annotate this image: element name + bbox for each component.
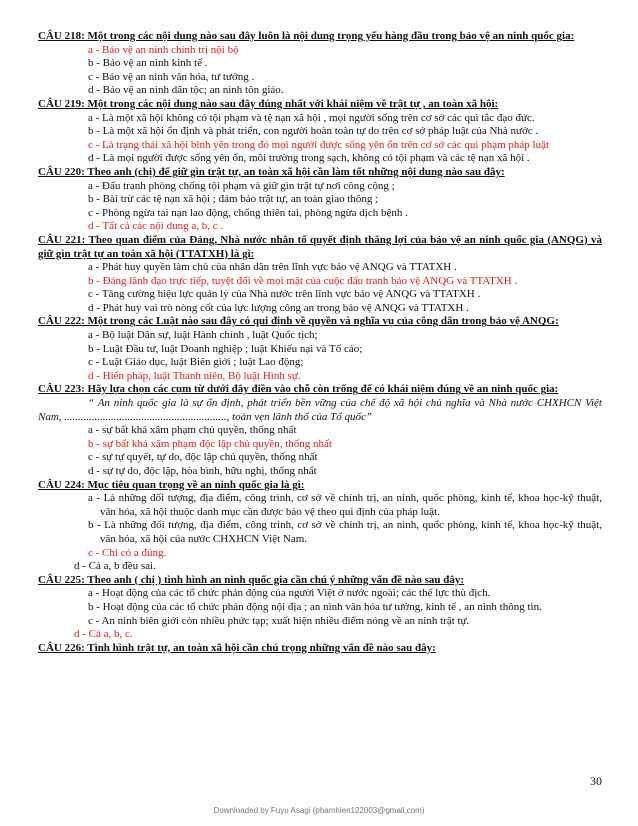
- option-220-d: d - Tất cả các nội dung a, b, c .: [88, 220, 224, 233]
- option-218-a: a - Bảo vệ an ninh chính trị nội bộ: [88, 43, 239, 56]
- option-224-b: b - Là những đối tượng, địa điểm, công trình, cơ sở về chính trị, an ninh, quốc phòng, kinh tế, khoa học-kỹ thuật, văn hóa, xã hội của nước CHXHCN Việt Nam.: [88, 519, 602, 545]
- option-219-c: c - Là trạng thái xã hội bình yên trong đó mọi người được sống yên ổn trên cơ sở các qui phạm pháp luật: [88, 138, 550, 151]
- option-218-c: c - Bảo vệ an ninh văn hóa, tư tưởng .: [88, 70, 255, 83]
- option-219-a: a - Là một xã hội không có tội phạm và tệ nạn xã hội , mọi người sống trên cơ sở các qui tắc đạo đức.: [88, 111, 535, 124]
- question-224: CÂU 224: Mục tiêu quan trọng về an ninh quốc gia là gì:: [38, 478, 305, 491]
- option-221-d: d - Phát huy vai trò nòng cốt của lực lượng công an trong bảo vệ ANQG và TTATXH .: [88, 301, 469, 314]
- question-219: CÂU 219: Một trong các nội dung nào sau đây đúng nhất với khái niệm về trật tự , an toàn xã hội:: [38, 97, 499, 110]
- option-220-c: c - Phòng ngừa tai nạn lao động, chống thiên tai, phòng ngừa dịch bệnh .: [88, 206, 408, 219]
- download-footer: Downloaded by Fuyu Asagi (phamhien122003@gmail.com): [213, 806, 425, 815]
- option-224-d: d - Cả a, b đều sai.: [74, 560, 156, 573]
- option-223-b: b - sự bất khả xâm phạm độc lập chủ quyền, thống nhất: [88, 437, 332, 450]
- option-218-d: d - Bảo vệ an ninh dân tộc; an ninh tôn giáo.: [88, 84, 284, 97]
- option-222-d: d - Hiến pháp, luật Thanh niên, Bộ luật Hình sự.: [88, 369, 301, 382]
- option-222-b: b - Luật Đầu tư, luật Doanh nghiệp ; luật Khiếu nại và Tố cáo;: [88, 342, 363, 355]
- option-222-c: c - Luật Giáo dục, luật Biên giới ; luật Lao động;: [88, 356, 304, 369]
- option-219-d: d - Là mọi người được sống yên ổn, môi trường trong sạch, không có tội phạm và các tệ nạn xã hội .: [88, 152, 530, 165]
- option-224-c: c - Chỉ có a đúng.: [88, 546, 167, 559]
- question-223-quote: “ An ninh quốc gia là sự ổn định, phát triển bền vững của chế độ xã hội chủ nghĩa và Nhà nước CHXHCN Việt Nam, ..........................................................., toàn vẹn lãnh thổ của Tổ quốc”: [38, 397, 602, 423]
- option-223-c: c - sự tự quyết, tự do, độc lập chủ quyền, thống nhất: [88, 451, 318, 464]
- option-221-a: a - Phát huy quyền làm chủ của nhân dân trên lĩnh vực bảo vệ ANQG và TTATXH .: [88, 261, 457, 274]
- question-220: CÂU 220: Theo anh (chị) để giữ gìn trật tự, an toàn xã hội cần làm tốt những nội dung nào sau đây:: [38, 165, 505, 178]
- option-220-a: a - Đấu tranh phòng chống tội phạm và giữ gìn trật tự nơi công cộng ;: [88, 179, 395, 192]
- option-225-a: a - Hoạt động của các tổ chức phản động của người Việt ở nước ngoài; các thế lực thù địch.: [88, 587, 491, 600]
- option-221-b: b - Đảng lãnh đạo trực tiếp, tuyệt đối về mọi mặt của cuộc đấu tranh bảo vệ ANQG và TTATXH .: [88, 274, 518, 287]
- question-222: CÂU 222: Một trong các Luật nào sau đây có qui định về quyền và nghĩa vụ của công dân trong bảo vệ ANQG:: [38, 315, 559, 328]
- option-221-c: c - Tăng cường hiệu lực quản lý của Nhà nước trên lĩnh vực bảo vệ ANQG và TTATXH .: [88, 288, 481, 301]
- option-224-a: a - Là những đối tượng, địa điểm, công trình, cơ sở về chính trị, an ninh, quốc phòng, kinh tế, khoa học-kỹ thuật, văn hóa, xã hội thuộc danh mục cần được bảo vệ theo qui định của pháp luật.: [88, 492, 602, 518]
- option-220-b: b - Bài trừ các tệ nạn xã hội ; đảm bảo trật tự, an toàn giao thông ;: [88, 193, 379, 206]
- option-219-b: b - Là một xã hội ổn định và phát triển, con người hoàn toàn tự do trên cơ sở pháp luật của Nhà nước .: [88, 125, 539, 138]
- option-223-d: d - sự tự do, độc lập, hòa bình, hữu nghị, thống nhất: [88, 465, 317, 477]
- option-225-b: b - Hoạt động của các tổ chức phản động nội địa ; an ninh văn hóa tư tưởng, kinh tế , an ninh thông tin.: [88, 600, 542, 613]
- option-225-c: c - An ninh biên giới còn nhiều phức tạp; xuất hiện nhiều điểm nóng về an ninh trật tự.: [88, 614, 470, 627]
- question-218: CÂU 218: Một trong các nội dung nào sau đây luôn là nội dung trọng yếu hàng đầu trong bảo vệ an ninh quốc gia:: [38, 30, 575, 42]
- question-221: CÂU 221: Theo quan điểm của Đảng, Nhà nước nhân tố quyết định thắng lợi của bảo vệ an ninh quốc gia (ANQG) và giữ gìn trật tự an toàn xã hội (TTATXH) là gì:: [38, 233, 602, 260]
- question-223: CÂU 223: Hãy lựa chọn các cụm từ dưới đây điền vào chỗ còn trống để có khái niệm đúng về an ninh quốc gia:: [38, 383, 559, 396]
- page-number: 30: [590, 774, 602, 788]
- option-223-a: a - sự bất khả xâm phạm chủ quyền, thống nhất: [88, 424, 297, 437]
- option-225-d: d - Cả a, b, c.: [74, 628, 133, 641]
- question-226: CÂU 226: Tình hình trật tự, an toàn xã hội cần chú trọng những vấn đề nào sau đây:: [38, 641, 436, 654]
- question-225: CÂU 225: Theo anh ( chị ) tình hình an ninh quốc gia cần chú ý những vấn đề nào sau đây:: [38, 573, 465, 586]
- question-list: [38, 30, 602, 655]
- option-222-a: a - Bộ luật Dân sự, luật Hành chính , luật Quốc tịch;: [88, 329, 318, 342]
- option-218-b: b - Bảo vệ an ninh kinh tế .: [88, 57, 208, 70]
